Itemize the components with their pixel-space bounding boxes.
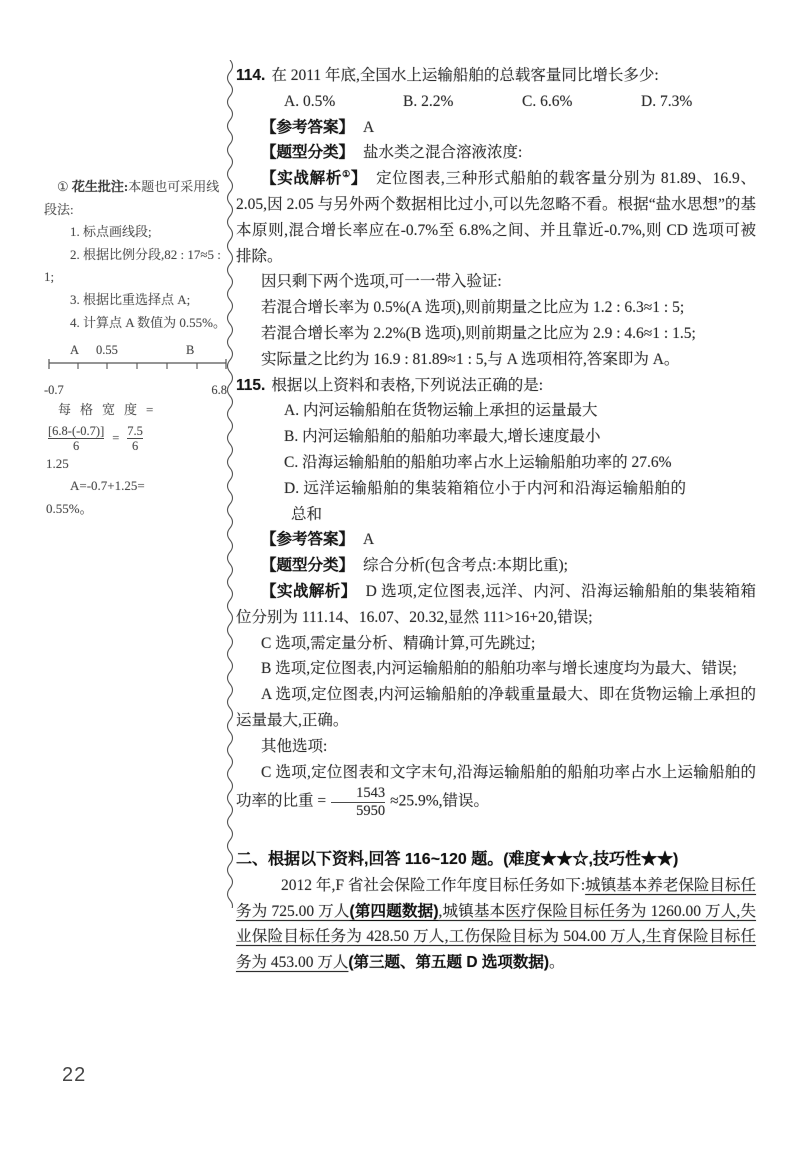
number-line-top-labels (44, 339, 231, 356)
question-114-number: 114. (236, 67, 266, 84)
margin-step-3: 3. 根据比重选择点 A; (70, 291, 191, 307)
option-114-a: A. 0.5% (284, 92, 336, 110)
note-title-rest: 本题也可采用线段法: (44, 179, 220, 217)
intro-part-3-bold: (第四题数据) (349, 902, 439, 920)
intro-part-2-underlined: 城镇基本养老保险目标任务为 725.00 万人 (236, 876, 756, 920)
power-ratio-fraction: $\frac{1543}{5950}$ (331, 785, 385, 818)
analysis-115-fraction-line (236, 760, 756, 819)
question-115-number: 115. (236, 376, 266, 394)
point-b-label: B (186, 343, 195, 358)
intro-part-1: 2012 年,F 省社会保险工作年度目标任务如下: (281, 876, 586, 894)
analysis-115-p4: A 选项,定位图表,内河运输船舶的净载重量最大、即在货物运输上承担的运量最大,正确。 (236, 686, 756, 729)
margin-step-4: 4. 计算点 A 数值为 0.55%。 (70, 314, 227, 330)
analysis-114-p2: 因只剩下两个选项,可一一带入验证: (261, 273, 502, 291)
analysis-label-114: 【实战解析①】 (261, 169, 368, 188)
question-115-text: 根据以上资料和表格,下列说法正确的是: (271, 376, 543, 394)
answer-label-115: 【参考答案】 (261, 531, 355, 549)
type-text-114: 盐水类之混合溶液浓度: (363, 144, 523, 162)
margin-formula-row (44, 424, 231, 453)
answer-value-115: A (363, 531, 375, 549)
type-text-115: 综合分析(包含考点:本期比重); (363, 557, 568, 575)
answer-line-115 (236, 527, 756, 553)
formula-line-a: A=-0.7+1.25= (70, 478, 145, 494)
type-label-115: 【题型分类】 (261, 557, 355, 575)
analysis-label-115: 【实战解析】 (261, 582, 357, 600)
analysis-115-text: D 选项,定位图表,远洋、内河、沿海运输船舶的集装箱箱位分别为 111.14、16.07、20.32,显然 111>16+20,错误; (236, 582, 756, 626)
type-line-114 (236, 140, 756, 166)
analysis-115-p3: B 选项,定位图表,内河运输船舶的船舶功率与增长速度均为最大、错误; (261, 660, 737, 678)
point-a-value: 0.55 (96, 343, 118, 358)
analysis-114-text: 定位图表,三种形式船舶的载客量分别为 81.89、16.9、2.05,因 2.05 与另外两个数据相比过小,可以先忽略不看。根据“盐水思想”的基本原则,混合增长率应在-0.7%至 6.8%之间、并且靠近-0.7%,则 CD 选项可被排除。 (236, 170, 756, 265)
type-label-114: 【题型分类】 (261, 144, 355, 162)
intro-part-4-underlined: ,城镇基本医疗保险目标任务为 1260.00 万人,失业保险目标任务为 428.50 万人,工伤保险目标为 504.00 万人,生育保险目标任务为 453.00 万人 (236, 902, 756, 972)
formula-line-b: 0.55%。 (46, 500, 93, 516)
fraction-2: $\frac{7.5}{6}$ (127, 423, 143, 453)
analysis-115-p1 (236, 579, 756, 631)
analysis-114-p4: 若混合增长率为 2.2%(B 选项),则前期量之比应为 2.9 : 4.6≈1 : 1.5; (261, 324, 696, 342)
axis-right-end: 6.8 (211, 382, 227, 397)
answer-label-114: 【参考答案】 (261, 118, 355, 136)
note-title-bold: 花生批注: (71, 179, 129, 194)
question-114-text: 在 2011 年底,全国水上运输船舶的总载客量同比增长多少: (271, 67, 659, 84)
note-marker: ① (57, 179, 69, 194)
question-114 (236, 63, 756, 89)
option-114-b: B. 2.2% (403, 92, 454, 110)
question-114-options (236, 89, 756, 115)
analysis-114-p5: 实际量之比约为 16.9 : 81.89≈1 : 5,与 A 选项相符,答案即为 A。 (261, 350, 680, 368)
option-115-d: D. 远洋运输船舶的集装箱箱位小于内河和沿海运输船舶的总和 (284, 479, 686, 523)
option-114-d: D. 7.3% (641, 92, 693, 110)
intro-part-5-bold: (第三题、第五题 D 选项数据) (348, 954, 550, 972)
analysis-115-p2: C 选项,需定量分析、精确计算,可先跳过; (261, 634, 536, 652)
number-line-end-labels (44, 379, 231, 396)
point-a-label: A (70, 343, 80, 358)
number-line-diagram (44, 339, 231, 395)
answer-line-114 (236, 115, 756, 141)
margin-note-title (44, 176, 231, 221)
option-115-a: A. 内河运输船舶在货物运输上承担的运量最大 (284, 402, 598, 420)
margin-annotation (44, 176, 231, 521)
analysis-114-p1 (236, 166, 756, 269)
section-2-intro-paragraph (236, 873, 756, 976)
page-number: 22 (62, 1064, 87, 1086)
formula-result: 1.25 (46, 455, 69, 471)
grid-width-label: 每格宽度= (58, 402, 163, 418)
margin-step-2: 2. 根据比例分段,82 : 17≈5 : 1; (44, 246, 221, 285)
type-line-115 (236, 553, 756, 579)
option-114-c: C. 6.6% (522, 92, 573, 110)
equals-sign: = (112, 430, 120, 445)
fraction-line-after: ≈25.9%,错误。 (390, 792, 490, 810)
main-column (236, 63, 756, 976)
option-115-b: B. 内河运输船舶的船舶功率最大,增长速度最小 (284, 428, 601, 446)
footnote-ref-icon: ① (342, 169, 351, 180)
analysis-115-p5: 其他选项: (261, 737, 328, 755)
option-115-c: C. 沿海运输船舶的船舶功率占水上运输船舶功率的 27.6% (284, 453, 672, 471)
answer-value-114: A (363, 118, 375, 136)
fraction-1: $\frac{[6.8-(-0.7)]}{6}$ (48, 423, 105, 453)
question-115 (236, 373, 756, 399)
margin-step-1: 1. 标点画线段; (70, 224, 152, 240)
section-2-heading: 二、根据以下资料,回答 116~120 题。(难度★★☆,技巧性★★) (236, 850, 679, 868)
analysis-114-p3: 若混合增长率为 0.5%(A 选项),则前期量之比应为 1.2 : 6.3≈1 : 5; (261, 299, 685, 317)
fraction-line-before: C 选项,定位图表和文字末句,沿海运输船舶的船舶功率占水上运输船舶的功率的比重 = (236, 763, 756, 810)
intro-part-6: 。 (549, 954, 565, 972)
axis-left-end: -0.7 (44, 382, 64, 397)
